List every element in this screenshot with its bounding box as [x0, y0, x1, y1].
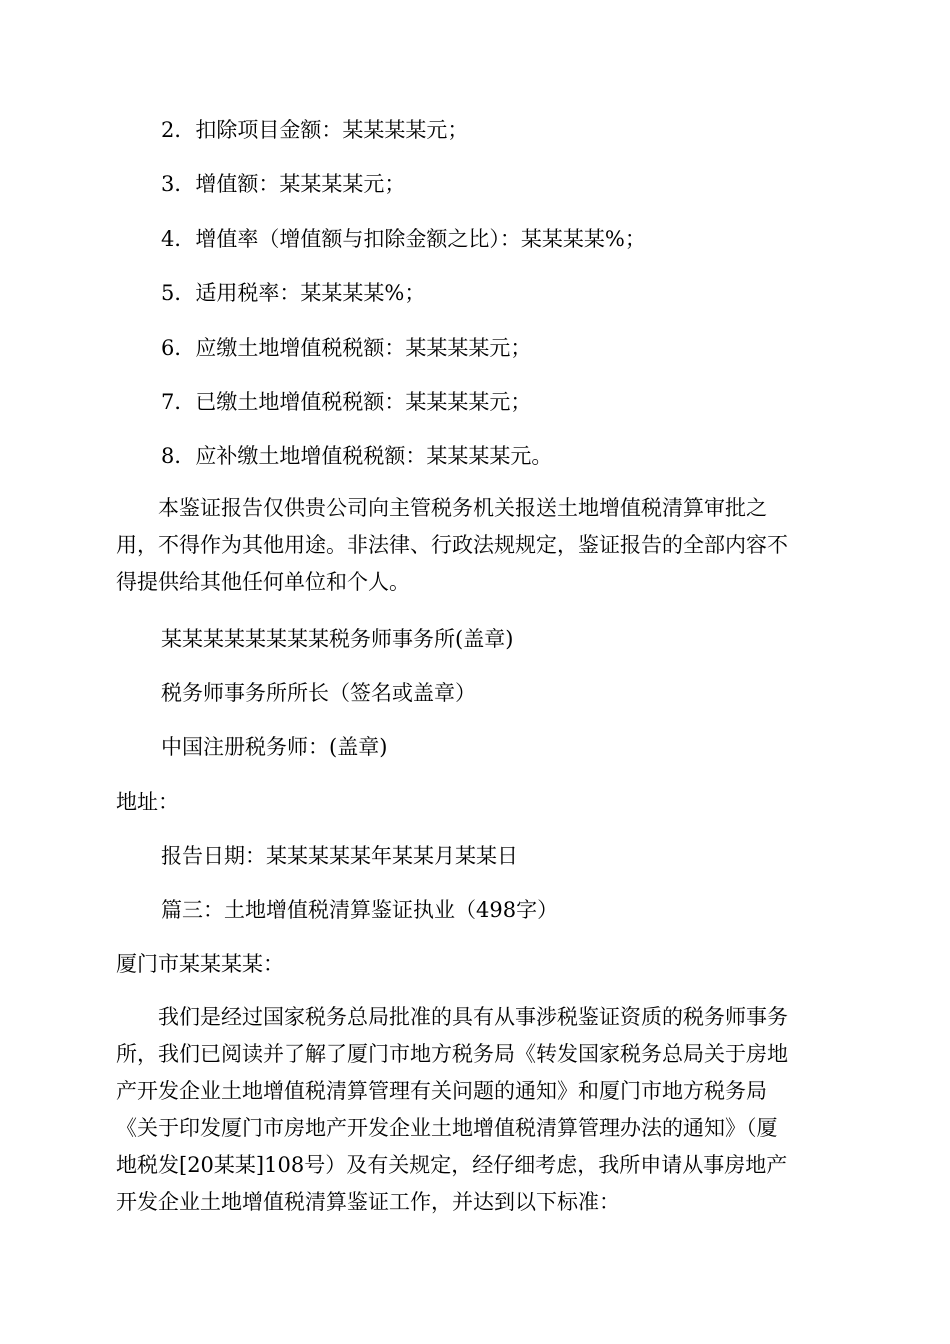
- section-body-paragraph: [116, 1004, 836, 1215]
- section-body-line: 产开发企业土地增值税清算管理有关问题的通知》和厦门市地方税务局: [116, 1079, 767, 1103]
- section-body-line: 开发企业土地增值税清算鉴证工作，并达到以下标准：: [116, 1190, 620, 1214]
- list-item-tax-paid: 7．已缴土地增值税税额：某某某某元；: [161, 390, 532, 414]
- usage-note-line: 本鉴证报告仅供贵公司向主管税务机关报送土地增值税清算审批之: [116, 496, 767, 520]
- list-item-value-added-rate: 4．增值率（增值额与扣除金额之比）：某某某某%；: [161, 227, 646, 251]
- section-body-line: 我们是经过国家税务总局批准的具有从事涉税鉴证资质的税务师事务: [116, 1005, 788, 1029]
- list-item-deduction-amount: 2．扣除项目金额：某某某某元；: [161, 118, 469, 142]
- section-title: 篇三：土地增值税清算鉴证执业（498字）: [161, 898, 559, 922]
- salutation: 厦门市某某某某：: [116, 952, 284, 976]
- address-line: 地址：: [116, 790, 179, 814]
- list-item-value-added-amount: 3．增值额：某某某某元；: [161, 172, 406, 196]
- cpa-seal-line: 中国注册税务师：(盖章): [161, 735, 388, 759]
- usage-note-paragraph: [116, 495, 836, 595]
- list-item-tax-payable: 6．应缴土地增值税税额：某某某某元；: [161, 336, 532, 360]
- usage-note-line: 得提供给其他任何单位和个人。: [116, 570, 410, 594]
- usage-note-line: 用，不得作为其他用途。非法律、行政法规规定，鉴证报告的全部内容不: [116, 533, 788, 557]
- firm-seal-line: 某某某某某某某某税务师事务所(盖章): [161, 627, 514, 651]
- section-body-line: 地税发[20某某]108号）及有关规定，经仔细考虑，我所申请从事房地产: [116, 1153, 788, 1177]
- list-item-tax-supplement: 8．应补缴土地增值税税额：某某某某元。: [161, 444, 553, 468]
- list-item-applicable-tax-rate: 5．适用税率：某某某某%；: [161, 281, 426, 305]
- section-body-line: 《关于印发厦门市房地产开发企业土地增值税清算管理办法的通知》（厦: [116, 1116, 778, 1140]
- report-date-line: 报告日期：某某某某某年某某月某某日: [161, 844, 518, 868]
- section-body-line: 所，我们已阅读并了解了厦门市地方税务局《转发国家税务总局关于房地: [116, 1042, 788, 1066]
- director-signature-line: 税务师事务所所长（签名或盖章）: [161, 681, 476, 705]
